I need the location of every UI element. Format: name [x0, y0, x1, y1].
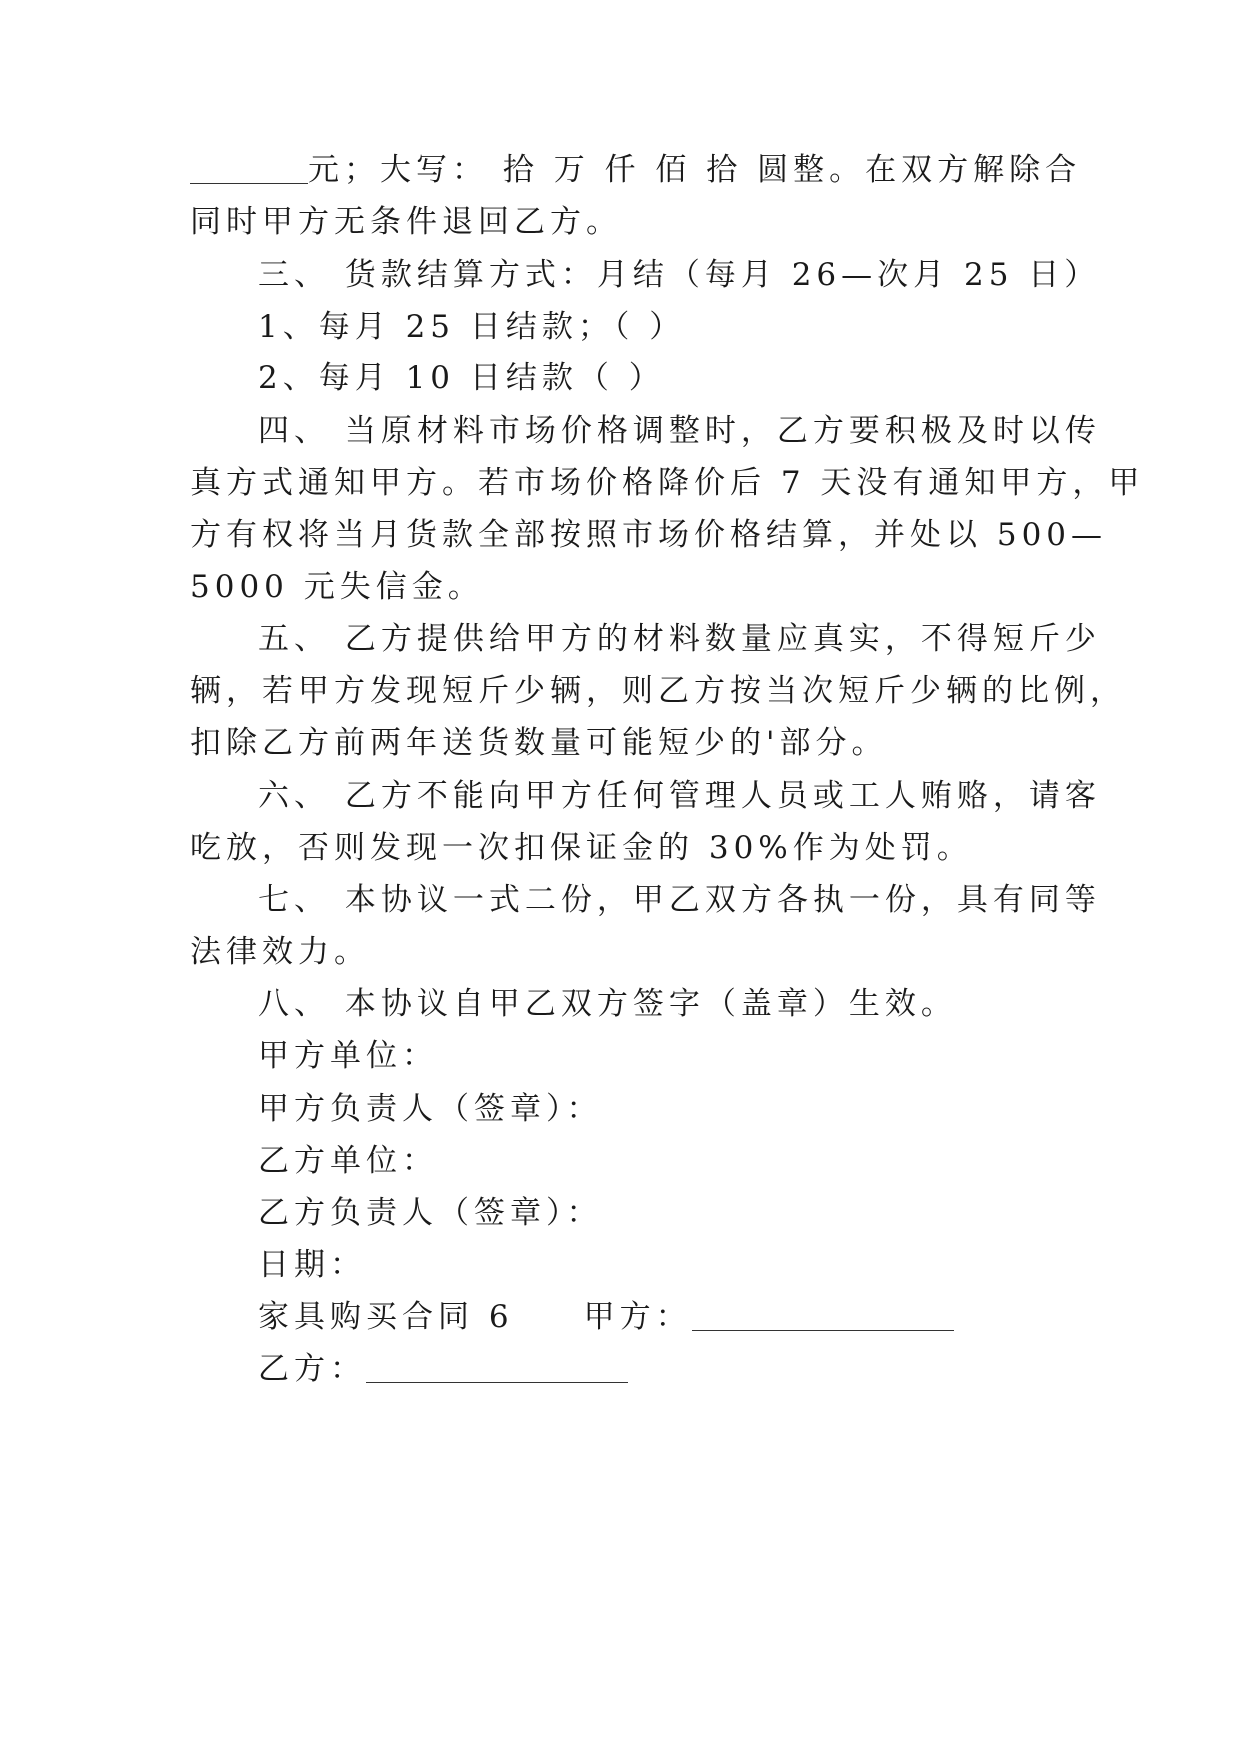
party-b-unit: 乙方单位：	[258, 1143, 438, 1179]
option-1: 1、每月 25 日结款；（ ）	[258, 309, 686, 345]
clause-4-line-1: 四、 当原材料市场价格调整时，乙方要积极及时以传	[258, 413, 1101, 449]
clause-4-line-3: 方有权将当月货款全部按照市场价格结算，并处以 500—	[190, 517, 1108, 553]
clause-7-line-2: 法律效力。	[190, 934, 370, 970]
text-line-2: 同时甲方无条件退回乙方。	[190, 204, 622, 240]
clause-5-line-1: 五、 乙方提供给甲方的材料数量应真实，不得短斤少	[258, 621, 1101, 657]
option-2: 2、每月 10 日结款（ ）	[258, 360, 665, 396]
party-b-line	[258, 1349, 1128, 1389]
party-a-unit: 甲方单位：	[258, 1038, 438, 1074]
text-line-1: 元；大写： 拾 万 仟 佰 拾 圆整。在双方解除合	[190, 150, 1060, 190]
clause-5-line-3: 扣除乙方前两年送货数量可能短少的'部分。	[190, 725, 888, 761]
amount-blank	[190, 153, 308, 184]
date-line: 日期：	[258, 1247, 366, 1283]
party-b-blank	[366, 1352, 628, 1383]
clause-7-line-1: 七、 本协议一式二份，甲乙双方各执一份，具有同等	[258, 882, 1101, 918]
clause-4-line-4: 5000 元失信金。	[190, 569, 484, 605]
clause-6-line-2: 吃放，否则发现一次扣保证金的 30%作为处罚。	[190, 830, 973, 866]
party-a-signatory: 甲方负责人（签章）：	[258, 1091, 603, 1127]
party-b-signatory: 乙方负责人（签章）：	[258, 1195, 603, 1231]
clause-8: 八、 本协议自甲乙双方签字（盖章）生效。	[258, 986, 957, 1022]
clause-5-line-2: 辆，若甲方发现短斤少辆，则乙方按当次短斤少辆的比例，	[190, 673, 1126, 709]
party-a-blank	[692, 1300, 954, 1331]
clause-4-line-2: 真方式通知甲方。若市场价格降价后 7 天没有通知甲方，甲	[190, 465, 1145, 501]
clause-6-line-1: 六、 乙方不能向甲方任何管理人员或工人贿赂，请客	[258, 778, 1101, 814]
contract-title-line	[258, 1297, 1128, 1337]
contract-title: 家具购买合同 6	[258, 1299, 514, 1335]
party-a-label: 甲方：	[583, 1299, 692, 1335]
clause-3: 三、 货款结算方式：月结（每月 26—次月 25 日）	[258, 257, 1101, 293]
party-b-label: 乙方：	[258, 1351, 366, 1387]
